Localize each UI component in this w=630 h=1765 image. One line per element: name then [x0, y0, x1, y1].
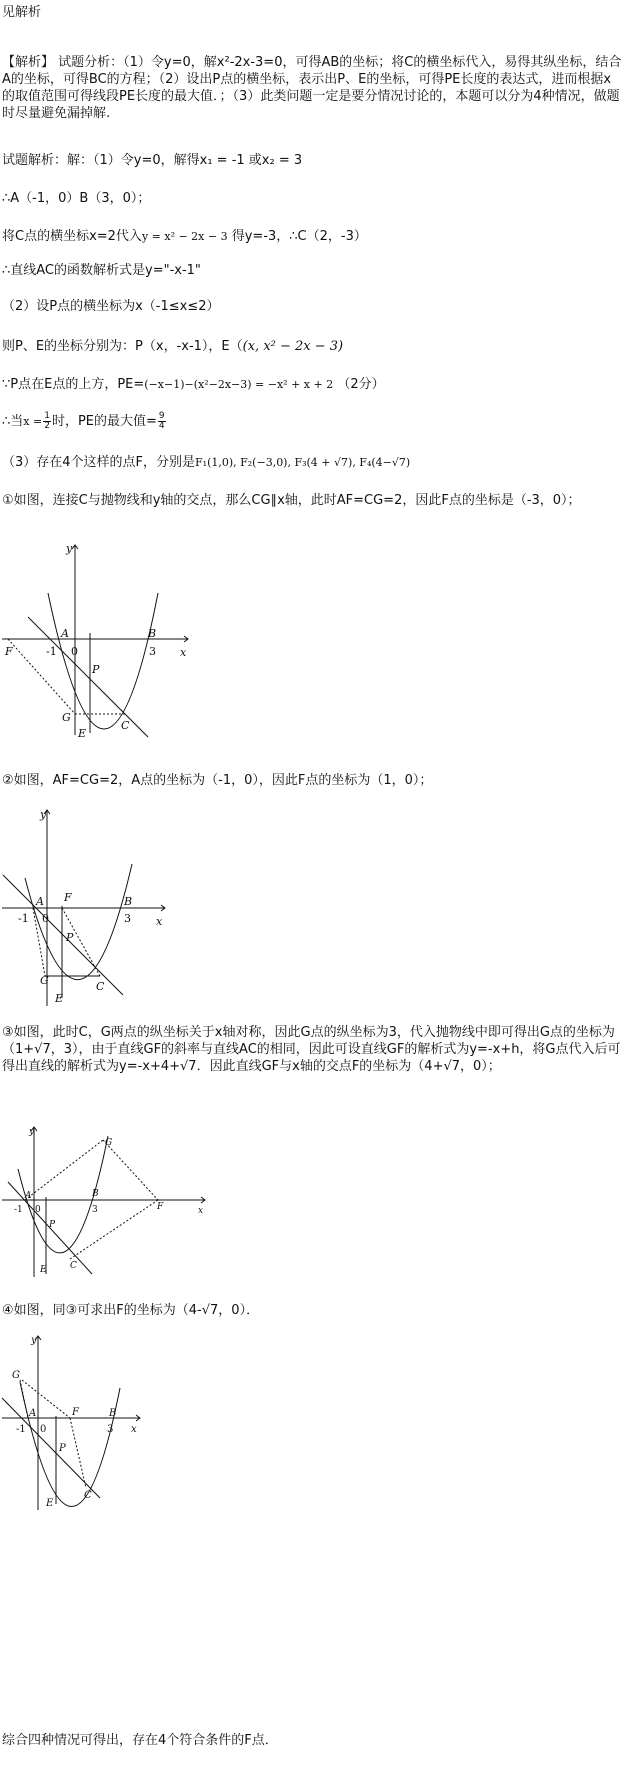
label-x: x	[180, 646, 187, 659]
label-p: P	[66, 931, 74, 944]
formula: (x, x² − 2x − 3)	[242, 339, 344, 354]
text-segment: 时，PE的最大值=	[51, 414, 157, 429]
label-y: y	[40, 808, 47, 821]
label-x: x	[131, 1424, 137, 1435]
figure-3	[0, 1122, 210, 1282]
solution-line-5: （2）设P点的横坐标为x（-1≤x≤2）	[2, 299, 220, 314]
label-g: G	[62, 711, 71, 724]
label-c: C	[70, 1261, 77, 1271]
numerator: 1	[44, 411, 50, 421]
text-segment: （2分）	[337, 377, 385, 392]
fraction-half	[43, 412, 51, 431]
label-three: 3	[107, 1424, 114, 1435]
label-three: 3	[92, 1205, 98, 1215]
figure-1	[0, 535, 210, 745]
case-2-text: ②如图，AF=CG=2，A点的坐标为（-1，0），因此F点的坐标为（1，0）；	[2, 773, 433, 788]
label-origin: 0	[35, 1205, 41, 1215]
label-three: 3	[149, 645, 156, 658]
label-b: B	[109, 1408, 117, 1419]
label-e: E	[40, 1265, 47, 1275]
label-minus-one: -1	[18, 912, 29, 925]
solution-line-4: ∴直线AC的函数解析式是y="-x-1"	[2, 263, 201, 278]
denominator: 2	[44, 421, 50, 431]
label-minus-one: -1	[16, 1424, 26, 1435]
numerator: 9	[158, 411, 165, 421]
fraction-nine-quarters	[158, 412, 166, 431]
denominator: 4	[158, 421, 165, 431]
label-y: y	[31, 1335, 37, 1346]
text-segment: 则P、E的坐标分别为：P（x，-x-1），E（	[2, 339, 243, 354]
formula: F₁(1,0), F₂(−3,0), F₃(4 + √7), F₄(4−√7)	[195, 456, 411, 469]
label-x: x	[156, 915, 163, 928]
solution-line-9	[2, 454, 622, 471]
text-segment: 得y=-3，∴C（2，-3）	[227, 229, 367, 244]
label-a: A	[25, 1191, 32, 1201]
label-y: y	[66, 542, 73, 555]
analysis-paragraph	[2, 54, 622, 122]
label-y: y	[29, 1127, 35, 1137]
line-cf	[70, 1200, 158, 1259]
line-ac	[28, 617, 148, 737]
parabola	[20, 1382, 120, 1507]
label-b: B	[148, 627, 157, 640]
label-c: C	[84, 1490, 92, 1501]
analysis-tag: 【解析】	[2, 55, 55, 70]
label-p: P	[59, 1443, 66, 1454]
label-a: A	[61, 627, 69, 640]
solution-line-6	[2, 338, 622, 355]
label-three: 3	[124, 912, 131, 925]
label-e: E	[55, 992, 64, 1005]
analysis-text: 试题分析：（1）令y=0，解x²-2x-3=0，可得AB的坐标；将C的横坐标代入，易得其纵坐标，结合A的坐标，可得BC的方程；（2）设出P点的横坐标，表示出P、E的坐标，可得PE长度的表达式，进而根据x的取值范围可得线段PE长度的最大值．；（3）此类问题一定是要分情况讨论的，本题可以分为4种情况，做题时尽量避免漏掉解.	[2, 55, 622, 121]
label-g: G	[12, 1370, 20, 1381]
label-p: P	[49, 1220, 56, 1230]
case-4-text: ④如图，同③可求出F的坐标为（4-√7，0）．	[2, 1303, 260, 1318]
line-ac	[2, 1398, 100, 1498]
label-e: E	[46, 1498, 54, 1509]
line-fg	[8, 639, 75, 714]
label-p: P	[92, 663, 100, 676]
text-segment: （3）存在4个这样的点F，分别是	[2, 455, 196, 470]
text-segment: 将C点的横坐标x=2代入	[2, 229, 142, 244]
label-minus-one: -1	[14, 1205, 23, 1215]
figure-4	[0, 1328, 150, 1528]
label-minus-one: -1	[46, 645, 57, 658]
formula: x =	[23, 415, 43, 428]
label-g: G	[105, 1138, 113, 1148]
solution-line-1: 试题解析：解：（1）令y=0，解得x₁ = -1 或x₂ = 3	[2, 153, 303, 168]
label-x: x	[198, 1206, 204, 1216]
solution-line-7	[2, 376, 622, 393]
label-b: B	[124, 895, 133, 908]
case-3-text: ③如图，此时C，G两点的纵坐标关于x轴对称，因此G点的纵坐标为3，代入抛物线中即可得出G点的坐标为（1+√7，3），由于直线GF的斜率与直线AC的相同，因此可设直线GF的解析式为y=-x+h，将G点代入后可得出直线的解析式为y=-x+4+√7．因此直线GF与x轴的交点F的坐标为（4+√7，0）；	[2, 1025, 621, 1074]
formula: y = x² − 2x − 3	[141, 230, 228, 243]
answer-title: 见解析	[2, 5, 42, 20]
line-fc	[70, 1418, 86, 1488]
label-origin: 0	[71, 645, 78, 658]
parabola	[48, 593, 158, 729]
solution-line-3	[2, 228, 622, 245]
conclusion-text: 综合四种情况可得出，存在4个符合条件的F点．	[2, 1733, 278, 1748]
text-segment: ∴当	[2, 414, 24, 429]
figure-2	[0, 798, 175, 1013]
formula: (−x−1)−(x²−2x−3) = −x² + x + 2	[144, 378, 334, 391]
label-f: F	[64, 891, 72, 904]
label-origin: 0	[40, 1424, 47, 1435]
label-f: F	[5, 645, 13, 658]
label-origin: 0	[42, 912, 49, 925]
case-1-text: ①如图，连接C与抛物线和y轴的交点，那么CG∥x轴，此时AF=CG=2，因此F点的坐标是（-3，0）；	[2, 493, 581, 508]
label-c: C	[96, 980, 105, 993]
label-a: A	[29, 1408, 37, 1419]
label-c: C	[121, 719, 130, 732]
label-a: A	[36, 895, 44, 908]
label-g: G	[40, 974, 49, 987]
line-ac	[3, 875, 123, 995]
text-segment: ∵P点在E点的上方，PE=	[2, 377, 145, 392]
label-f: F	[157, 1202, 164, 1212]
solution-line-8	[2, 412, 622, 431]
solution-line-2: ∴A（-1，0）B（3，0）；	[2, 191, 151, 206]
label-b: B	[92, 1189, 99, 1199]
label-f: F	[72, 1407, 79, 1418]
line-gf	[103, 1140, 158, 1200]
label-e: E	[78, 727, 87, 740]
